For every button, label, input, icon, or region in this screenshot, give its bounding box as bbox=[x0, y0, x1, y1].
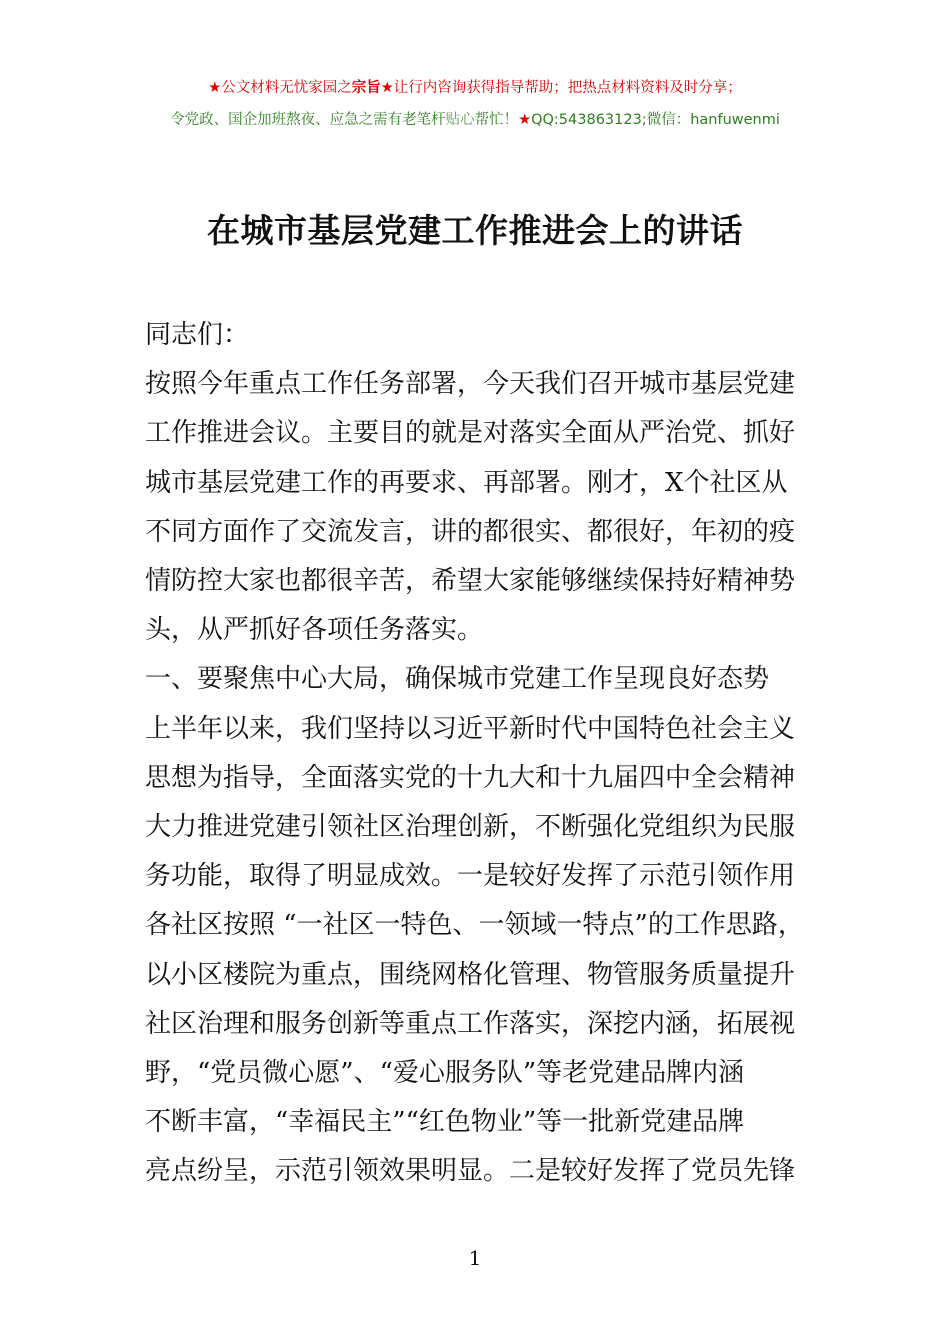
page-number: 1 bbox=[468, 1246, 482, 1270]
header-emphasis: 宗旨 bbox=[351, 80, 381, 96]
star-icon: ★ bbox=[380, 80, 394, 96]
header-text: 公文材料无忧家园之 bbox=[221, 80, 352, 96]
header-banner bbox=[0, 72, 950, 136]
body-line: 上半年以来，我们坚持以习近平新时代中国特色社会主义 bbox=[145, 713, 796, 744]
body-line: 思想为指导，全面落实党的十九大和十九届四中全会精神 bbox=[145, 762, 796, 793]
body-line: 野，“党员微心愿”、“爱心服务队”等老党建品牌内涵 bbox=[145, 1058, 745, 1089]
header-text: 帮忙！ bbox=[474, 112, 519, 128]
body-line: 头，从严抓好各项任务落实。 bbox=[145, 615, 484, 646]
header-text: 让行内咨询获得指导帮助；把热点材料资料及时分享； bbox=[393, 80, 742, 96]
body-line: 社区治理和服务创新等重点工作落实，深挖内涵，拓展视 bbox=[145, 1008, 796, 1039]
header-line-1 bbox=[0, 72, 950, 104]
contact-info: QQ:543863123;微信：hanfuwenmi bbox=[531, 112, 780, 128]
header-emphasis: 贴心 bbox=[445, 112, 475, 128]
body-line: 以小区楼院为重点，围绕网格化管理、物管服务质量提升 bbox=[145, 959, 796, 990]
body-line: 同志们： bbox=[145, 320, 250, 350]
body-line: 不同方面作了交流发言，讲的都很实、都很好，年初的疫 bbox=[145, 516, 796, 547]
body-line: 城市基层党建工作的再要求、再部署。刚才，X个社区从 bbox=[145, 467, 788, 498]
body-line: 大力推进党建引领社区治理创新，不断强化党组织为民服 bbox=[145, 812, 796, 843]
body-line: 务功能，取得了明显成效。一是较好发挥了示范引领作用 bbox=[145, 861, 796, 892]
body-line: 不断丰富，“幸福民主”“红色物业”等一批新党建品牌 bbox=[145, 1107, 745, 1138]
header-line-2 bbox=[0, 104, 950, 136]
body-line: 按照今年重点工作任务部署，今天我们召开城市基层党建 bbox=[145, 369, 796, 400]
body-line: 工作推进会议。主要目的就是对落实全面从严治党、抓好 bbox=[145, 418, 796, 449]
document-title: 在城市基层党建工作推进会上的讲话 bbox=[207, 211, 743, 250]
star-icon: ★ bbox=[208, 80, 222, 96]
body-line: 一、要聚焦中心大局，确保城市党建工作呈现良好态势 bbox=[145, 664, 770, 695]
star-icon: ★ bbox=[518, 112, 532, 128]
body-line: 情防控大家也都很辛苦，希望大家能够继续保持好精神势 bbox=[145, 566, 796, 597]
body-line: 亮点纷呈，示范引领效果明显。二是较好发挥了党员先锋 bbox=[145, 1156, 796, 1187]
body-line: 各社区按照 “一社区一特色、一领域一特点”的工作思路， bbox=[145, 910, 804, 941]
document-body bbox=[145, 311, 815, 1197]
header-text: 令党政、国企加班熬夜、应急之需有老笔杆 bbox=[170, 112, 446, 128]
